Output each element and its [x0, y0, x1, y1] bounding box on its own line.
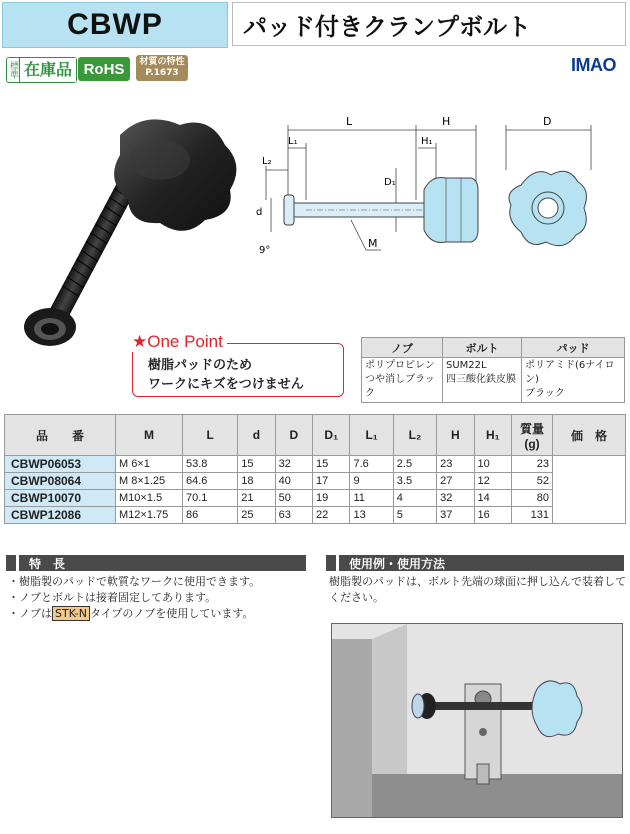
- features-list: [8, 574, 260, 622]
- spec-header-D1: D₁: [313, 415, 350, 456]
- material-badge-line2: P.1673: [145, 68, 179, 78]
- material-pad: [522, 358, 625, 403]
- material-knob: [362, 358, 443, 403]
- material-header-pad: パッド: [522, 338, 625, 358]
- cell: 11: [350, 490, 393, 507]
- spec-header-D: D: [275, 415, 312, 456]
- spec-header-L2: L₂: [393, 415, 436, 456]
- product-title: パッド付きクランプボルト: [232, 2, 626, 46]
- cell: 40: [275, 473, 312, 490]
- part-number[interactable]: CBWP06053: [5, 456, 116, 473]
- list-item: ・樹脂製のパッドで軟質なワークに使用できます。: [8, 575, 261, 588]
- cell: 25: [238, 507, 275, 524]
- cell: 19: [313, 490, 350, 507]
- cell: 7.6: [350, 456, 393, 473]
- spec-header-mass: 質量(g): [512, 415, 553, 456]
- dimension-drawing: [246, 110, 626, 270]
- spec-header-H1: H₁: [474, 415, 511, 456]
- spec-header-price: 価 格: [553, 415, 626, 456]
- material-badge-line1: 材質の特性: [139, 57, 185, 67]
- part-number[interactable]: CBWP12086: [5, 507, 116, 524]
- cell: 18: [238, 473, 275, 490]
- cell: 52: [512, 473, 553, 490]
- cell: M 8×1.25: [116, 473, 183, 490]
- spec-table: [4, 414, 626, 524]
- dim-H: H: [442, 115, 451, 128]
- cell: 80: [512, 490, 553, 507]
- cell: 37: [437, 507, 474, 524]
- spec-header-part: 品 番: [5, 415, 116, 456]
- brand-logo: IMAO: [571, 55, 616, 75]
- dim-M: M: [368, 237, 378, 250]
- cell: 32: [275, 456, 312, 473]
- dim-d: d: [256, 207, 263, 218]
- product-image: [10, 105, 245, 350]
- one-point-title: ★One Point: [132, 332, 227, 352]
- cell: M12×1.75: [116, 507, 183, 524]
- cell: 14: [474, 490, 511, 507]
- spec-header-m: M: [116, 415, 183, 456]
- spec-header-L1: L₁: [350, 415, 393, 456]
- list-item-text: ・ノブは: [8, 607, 52, 620]
- features-header-block: [6, 555, 19, 571]
- cell: 9: [350, 473, 393, 490]
- part-number[interactable]: CBWP10070: [5, 490, 116, 507]
- cell: 70.1: [183, 490, 238, 507]
- list-item: ・ノブとボルトは接着固定してあります。: [8, 591, 217, 604]
- cell: 63: [275, 507, 312, 524]
- material-pad-name: ポリアミド(6ナイロン): [525, 360, 615, 385]
- dim-L2: L₂: [262, 156, 272, 167]
- dim-D1: D₁: [384, 177, 396, 188]
- price-cell: [553, 456, 626, 524]
- cell: 21: [238, 490, 275, 507]
- cell: 23: [512, 456, 553, 473]
- material-knob-name: ポリプロピレン: [365, 360, 435, 371]
- material-bolt-name: SUM22L: [446, 360, 487, 371]
- stk-n-link[interactable]: STK-N: [52, 606, 90, 621]
- usage-text: 樹脂製のパッドは、ボルト先端の球面に押し込んで装着してください。: [329, 575, 626, 604]
- cell: M10×1.5: [116, 490, 183, 507]
- material-bolt-finish: 四三酸化鉄皮膜: [446, 374, 516, 385]
- cell: 17: [313, 473, 350, 490]
- dim-L1: L₁: [288, 136, 298, 147]
- product-code: CBWP: [2, 2, 228, 48]
- dim-H1: H₁: [421, 136, 433, 147]
- cell: 5: [393, 507, 436, 524]
- table-row: [5, 473, 626, 490]
- cell: 27: [437, 473, 474, 490]
- cell: 15: [313, 456, 350, 473]
- cell: 15: [238, 456, 275, 473]
- cell: 3.5: [393, 473, 436, 490]
- material-table: [361, 337, 625, 403]
- cell: 23: [437, 456, 474, 473]
- dim-angle: 9°: [259, 245, 271, 256]
- usage-title: 使用例・使用方法: [349, 556, 446, 571]
- rohs-badge: RoHS: [78, 57, 130, 81]
- spec-header-l: L: [183, 415, 238, 456]
- material-header-knob: ノブ: [362, 338, 443, 358]
- cell: 16: [474, 507, 511, 524]
- material-header-bolt: ボルト: [443, 338, 522, 358]
- stock-small-label: 標準: [8, 61, 18, 79]
- cell: 4: [393, 490, 436, 507]
- list-item-text: タイプのノブを使用しています。: [89, 607, 254, 620]
- usage-header: [326, 555, 624, 571]
- one-point-line2: ワークにキズをつけません: [148, 377, 304, 392]
- table-row: [5, 507, 626, 524]
- cell: 13: [350, 507, 393, 524]
- spec-header-H: H: [437, 415, 474, 456]
- dim-L: L: [346, 115, 353, 128]
- cell: 131: [512, 507, 553, 524]
- cell: 22: [313, 507, 350, 524]
- material-badge[interactable]: [136, 55, 188, 81]
- stock-badge: [6, 57, 77, 83]
- cell: 2.5: [393, 456, 436, 473]
- material-knob-finish: つや消しブラック: [365, 374, 435, 399]
- features-header: [6, 555, 306, 571]
- material-pad-finish: ブラック: [525, 388, 565, 399]
- table-row: [5, 456, 626, 473]
- one-point-line1: 樹脂パッドのため: [148, 358, 253, 373]
- cell: 10: [474, 456, 511, 473]
- dim-D: D: [543, 115, 552, 128]
- part-number[interactable]: CBWP08064: [5, 473, 116, 490]
- table-row: [5, 490, 626, 507]
- cell: 64.6: [183, 473, 238, 490]
- usage-photo: [331, 623, 623, 818]
- cell: 50: [275, 490, 312, 507]
- cell: 32: [437, 490, 474, 507]
- list-item: [8, 606, 260, 622]
- cell: 53.8: [183, 456, 238, 473]
- material-bolt: [443, 358, 522, 403]
- cell: 12: [474, 473, 511, 490]
- usage-header-block: [326, 555, 339, 571]
- features-title: 特 長: [29, 556, 66, 571]
- spec-header-d: d: [238, 415, 275, 456]
- cell: M 6×1: [116, 456, 183, 473]
- cell: 86: [183, 507, 238, 524]
- stock-label: 在庫品: [19, 58, 76, 82]
